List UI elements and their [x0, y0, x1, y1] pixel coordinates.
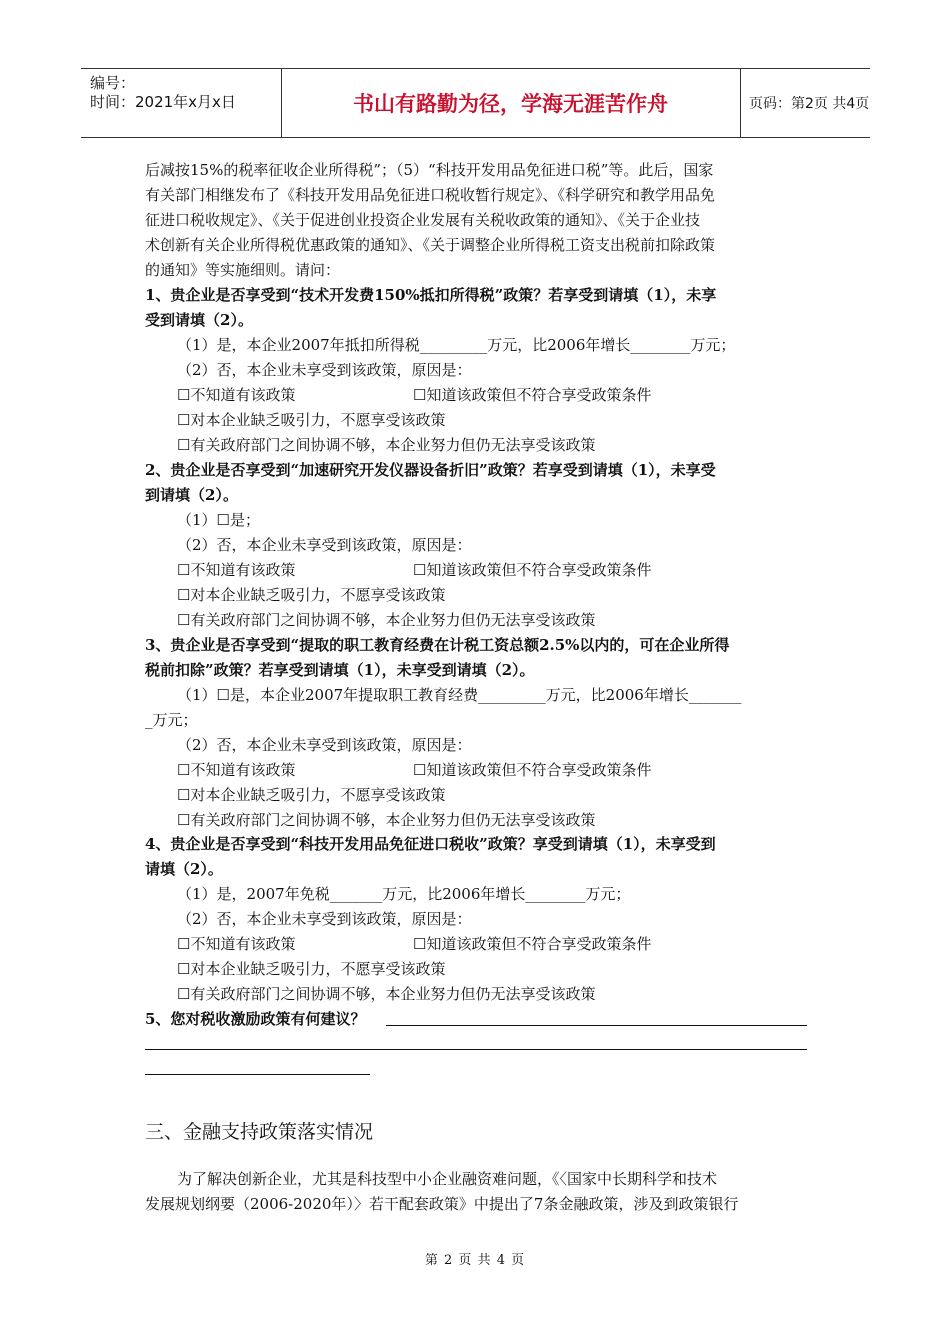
- option-ineligible[interactable]: ☐知道该政策但不符合享受政策条件: [413, 561, 652, 579]
- intro-line: 的通知》等实施细则。请问：: [145, 261, 341, 279]
- option-ineligible[interactable]: ☐知道该政策但不符合享受政策条件: [413, 386, 652, 404]
- question-2-title: 到请填（2）。: [145, 486, 238, 504]
- time-label: 时间：2021年x月x日: [90, 93, 236, 111]
- body-paragraph-line: 为了解决创新企业，尤其是科技型中小企业融资难问题，《〈国家中长期科学和技术: [177, 1170, 718, 1188]
- page-header: [81, 68, 870, 138]
- option-coordination[interactable]: ☐有关政府部门之间协调不够，本企业努力但仍无法享受该政策: [177, 611, 596, 629]
- option-unattractive[interactable]: ☐对本企业缺乏吸引力，不愿享受该政策: [177, 786, 446, 804]
- option-unaware[interactable]: ☐不知道有该政策: [177, 386, 296, 404]
- option-unaware[interactable]: ☐不知道有该政策: [177, 935, 296, 953]
- body-paragraph-line: 发展规划纲要（2006-2020年）〉若干配套政策》中提出了7条金融政策，涉及到政策银行: [145, 1195, 739, 1213]
- question-1-title: 1、贵企业是否享受到“技术开发费150%抵扣所得税”政策？若享受到请填（1），未享: [145, 286, 717, 304]
- option-coordination[interactable]: ☐有关政府部门之间协调不够，本企业努力但仍无法享受该政策: [177, 985, 596, 1003]
- question-3-no: （2）否，本企业未享受到该政策，原因是：: [177, 736, 472, 754]
- option-coordination[interactable]: ☐有关政府部门之间协调不够，本企业努力但仍无法享受该政策: [177, 811, 596, 829]
- option-unaware[interactable]: ☐不知道有该政策: [177, 761, 296, 779]
- question-1-yes: （1）是，本企业2007年抵扣所得税_________万元，比2006年增长________万元；: [177, 336, 736, 354]
- section-heading: 三、金融支持政策落实情况: [145, 1121, 374, 1143]
- answer-line[interactable]: [145, 1049, 807, 1050]
- question-4-title: 请填（2）。: [145, 860, 223, 878]
- option-coordination[interactable]: ☐有关政府部门之间协调不够，本企业努力但仍无法享受该政策: [177, 436, 596, 454]
- intro-line: 有关部门相继发布了《科技开发用品免征进口税收暂行规定》、《科学研究和教学用品免: [145, 186, 716, 204]
- question-1-title: 受到请填（2）。: [145, 311, 253, 329]
- question-2-no: （2）否，本企业未享受到该政策，原因是：: [177, 536, 472, 554]
- question-2-title: 2、贵企业是否享受到“加速研究开发仪器设备折旧”政策？若享受到请填（1），未享受: [145, 461, 716, 479]
- intro-line: 后减按15%的税率征收企业所得税”；（5）“科技开发用品免征进口税”等。此后，国家: [145, 161, 714, 179]
- code-label: 编号：: [90, 74, 136, 92]
- question-3-yes[interactable]: （1）☐是，本企业2007年提取职工教育经费_________万元，比2006年增长_______: [177, 686, 742, 704]
- question-4-title: 4、贵企业是否享受到“科技开发用品免征进口税收”政策？享受到请填（1），未享受到: [145, 835, 716, 853]
- option-unaware[interactable]: ☐不知道有该政策: [177, 561, 296, 579]
- question-1-no: （2）否，本企业未享受到该政策，原因是：: [177, 361, 472, 379]
- option-ineligible[interactable]: ☐知道该政策但不符合享受政策条件: [413, 761, 652, 779]
- header-motto: 书山有路勤为径，学海无涯苦作舟: [281, 69, 741, 137]
- option-unattractive[interactable]: ☐对本企业缺乏吸引力，不愿享受该政策: [177, 586, 446, 604]
- question-4-yes: （1）是，2007年免税_______万元，比2006年增长________万元；: [177, 885, 631, 903]
- question-5-title: 5、您对税收激励政策有何建议？: [145, 1010, 366, 1028]
- answer-line[interactable]: [145, 1074, 370, 1075]
- intro-line: 术创新有关企业所得税优惠政策的通知》、《关于调整企业所得税工资支出税前扣除政策: [145, 236, 716, 254]
- option-unattractive[interactable]: ☐对本企业缺乏吸引力，不愿享受该政策: [177, 960, 446, 978]
- answer-line[interactable]: [386, 1025, 807, 1026]
- page-footer: 第 2 页 共 4 页: [424, 1253, 526, 1268]
- header-page-label: 页码：第2页 共4页: [749, 96, 870, 112]
- question-3-title: 3、贵企业是否享受到“提取的职工教育经费在计税工资总额2.5%以内的，可在企业所得: [145, 636, 730, 654]
- intro-line: 征进口税收规定》、《关于促进创业投资企业发展有关税收政策的通知》、《关于企业技: [145, 211, 701, 229]
- question-2-yes[interactable]: （1）☐是；: [177, 511, 260, 529]
- question-3-title: 税前扣除”政策？若享受到请填（1），未享受到请填（2）。: [145, 661, 535, 679]
- header-meta: [81, 69, 282, 137]
- option-unattractive[interactable]: ☐对本企业缺乏吸引力，不愿享受该政策: [177, 411, 446, 429]
- question-4-no: （2）否，本企业未享受到该政策，原因是：: [177, 910, 472, 928]
- question-3-yes-cont: _万元；: [145, 711, 198, 729]
- option-ineligible[interactable]: ☐知道该政策但不符合享受政策条件: [413, 935, 652, 953]
